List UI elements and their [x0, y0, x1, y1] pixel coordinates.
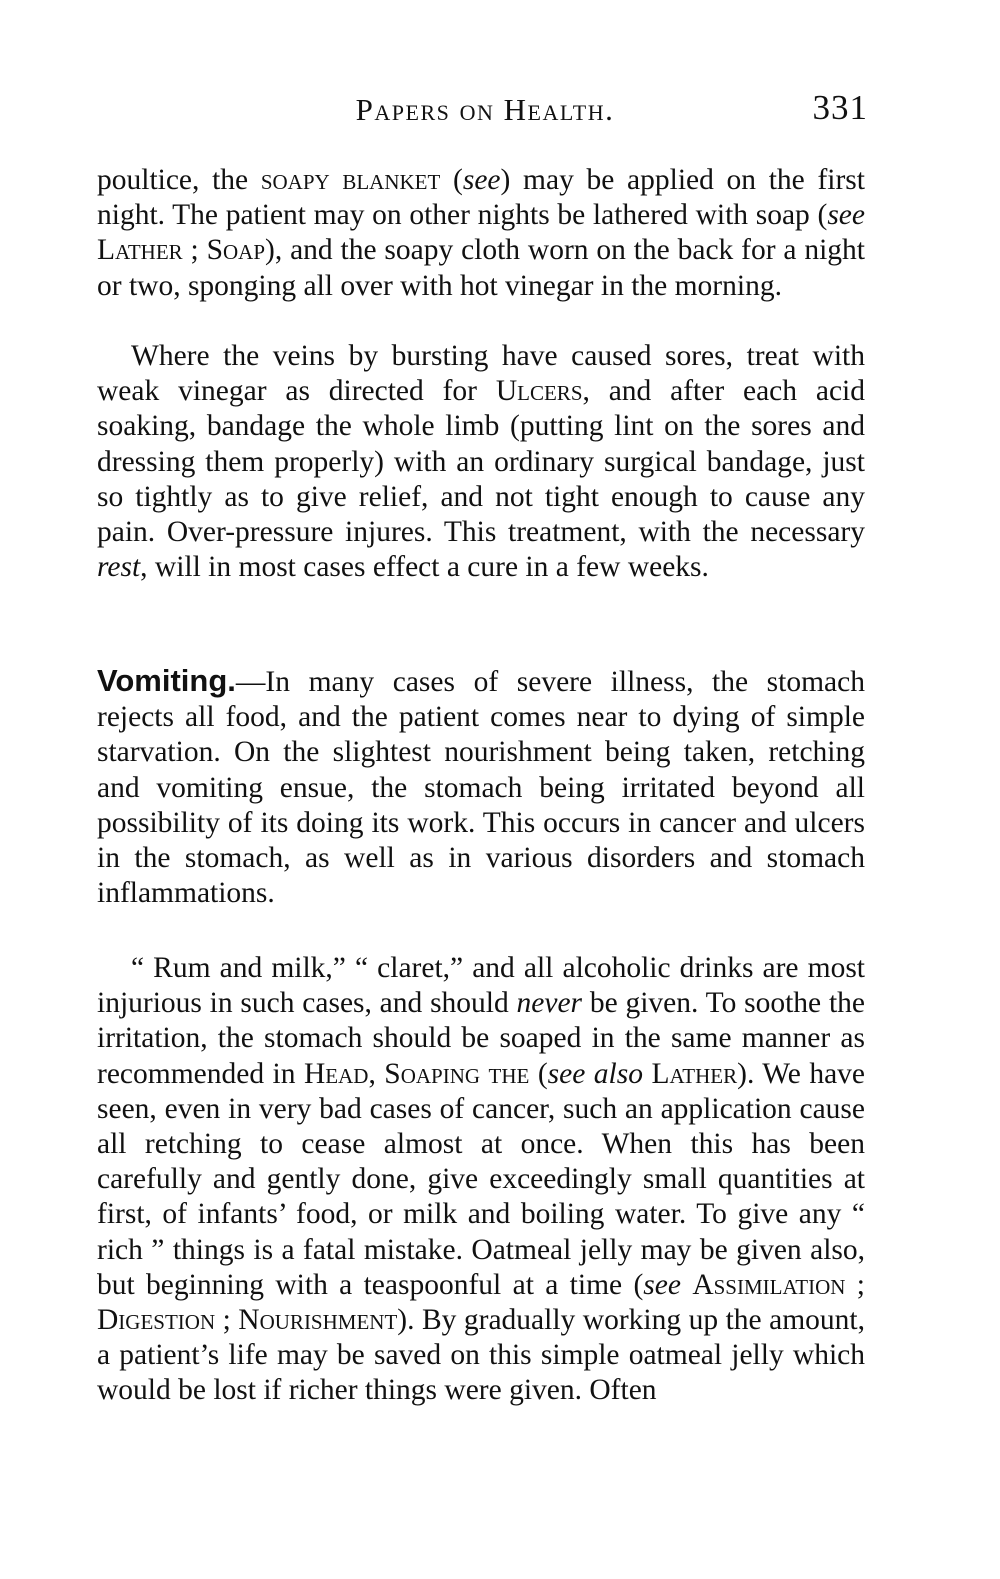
- page-number: 331: [812, 88, 868, 127]
- cross-reference: Lather: [651, 1057, 738, 1090]
- page-header: [96, 88, 874, 138]
- cross-reference: soapy blanket: [260, 164, 441, 196]
- cross-reference: Assimilation ; Digestion ; Nourishment: [97, 1268, 865, 1337]
- cross-reference: Head, Soaping the: [303, 1057, 530, 1090]
- running-title: Papers on Health.: [355, 92, 615, 127]
- cross-reference: Lather: [97, 234, 183, 267]
- paragraph-poultice: poultice, the soapy blanket (see) may be applied on the first night. The patient may on other nights be lathered with soap (see Lather ; Soap), and the soapy cloth worn on the back for a night or two, sponging all over with hot vinegar in the morning.: [97, 164, 865, 302]
- cross-reference: Ulcers: [495, 375, 583, 408]
- paragraph-veins: Where the veins by bursting have caused sores, treat with weak vinegar as directed for Ulcers, and after each acid soaking, bandage the whole limb (putting lint on the sores and dressing them properly) with an ordinary surgical bandage, just so tightly as to give relief, and not tight enough to cause any pain. Over-pressure injures. This treatment, with the necessary rest, will in most cases effect a cure in a few weeks.: [97, 340, 865, 584]
- entry-heading: Vomiting.: [97, 663, 236, 698]
- paragraph-vomiting: Vomiting.—In many cases of severe illness, the stomach rejects all food, and the patient comes near to dying of simple starvation. On the slightest nourishment being taken, retching and vomiting ensue, the stomach being irritated beyond all possibility of its doing its work. This occurs in cancer and ulcers in the stomach, as well as in various disorders and stomach inflammations.: [97, 663, 865, 910]
- cross-reference: Soap: [206, 234, 266, 267]
- paragraph-rum-and-milk: “ Rum and milk,” “ claret,” and all alcoholic drinks are most injurious in such cases, and should never be given. To soothe the irritation, the stomach should be soaped in the same manner as recommended in Head, Soaping the (see also Lather). We have seen, even in very bad cases of cancer, such an application cause all retching to cease almost at once. When this has been carefully and gently done, give exceedingly small quantities at first, of infants’ food, or milk and boiling water. To give any “ rich ” things is a fatal mistake. Oatmeal jelly may be given also, but beginning with a teaspoonful at a time (see Assimilation ; Digestion ; Nourishment). By gradually working up the amount, a patient’s life may be saved on this simple oatmeal jelly which would be lost if richer things were given. Often: [97, 952, 866, 1407]
